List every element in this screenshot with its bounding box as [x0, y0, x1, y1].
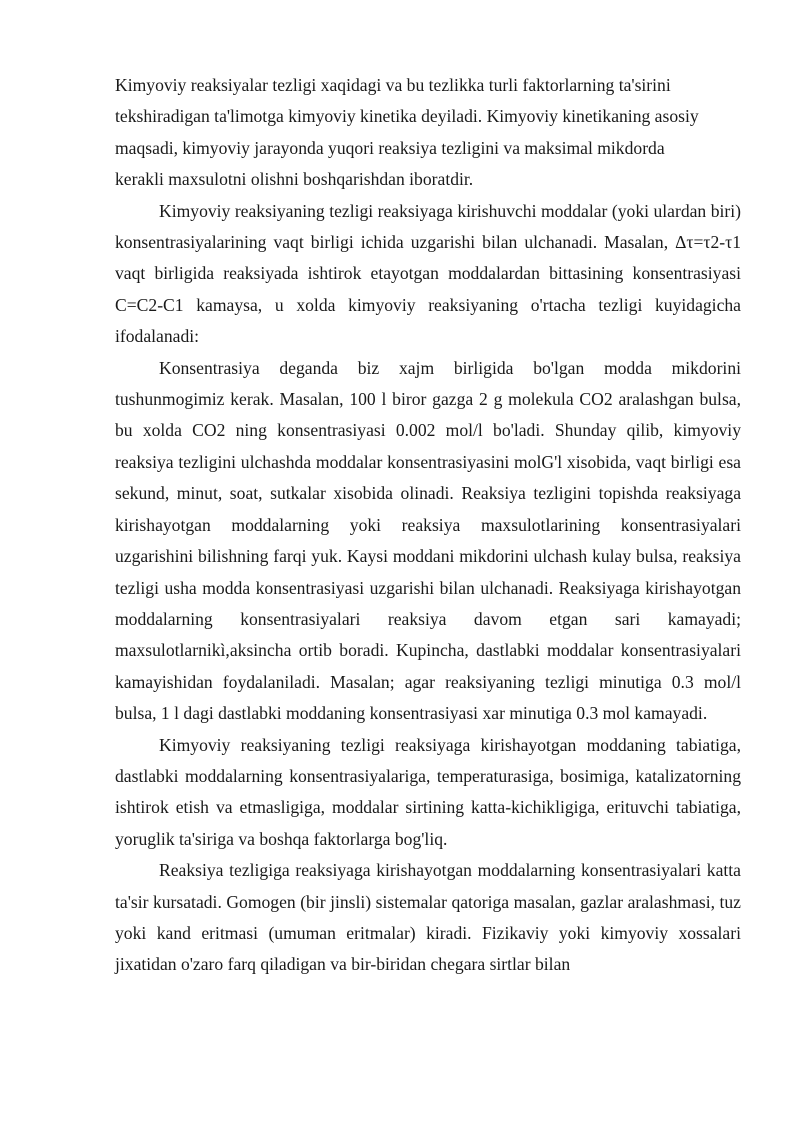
paragraph-concentration: Konsentrasiya deganda biz xajm birligida bo'lgan modda mikdorini tushunmogimiz kerak. Masalan, 100 l biror gazga 2 g molekula CO2 aralashgan bulsa, bu xolda CO2 ning konsentrasiyasi 0.002 mol/l bo'ladi. Shunday qilib, kimyoviy reaksiya tezligini ulchashda moddalar konsentrasiyasini molG'l xisobida, vaqt birligi esa sekund, minut, soat, sutkalar xisobida olinadi. Reaksiya tezligini topishda reaksiyaga kirishayotgan moddalarning yoki reaksiya maxsulotlarining konsentrasiyalari uzgarishini bilishning farqi yuk. Kaysi moddani mikdorini ulchash kulay bulsa, reaksiya tezligi usha modda konsentrasiyasi uzgarishi bilan ulchanadi. Reaksiyaga kirishayotgan moddalarning konsentrasiyalari reaksiya davom etgan sari kamayadi; maxsulotlarnikì,aksincha ortib boradi. Kupincha, dastlabki moddalar konsentrasiyalari kamayishidan foydalaniladi. Masalan; agar reaksiyaning tezligi minutiga 0.3 mol/l bulsa, 1 l dagi dastlabki moddaning konsentrasiyasi xar minutiga 0.3 mol kamayadi.	[115, 357, 741, 724]
document-page	[115, 70, 741, 981]
intro-line: Kimyoviy reaksiyalar tezligi xaqidagi va bu tezlikka turli faktorlarning ta'sirini	[115, 75, 671, 95]
intro-paragraph	[115, 70, 741, 196]
paragraph-rate-factors: Kimyoviy reaksiyaning tezligi reaksiyaga kirishayotgan moddaning tabiatiga, dastlabki moddalarning konsentrasiyalariga, temperaturasiga, bosimiga, katalizatorning ishtirok etish va etmasligiga, moddalar sirtining katta-kichikligiga, erituvchi tabiatiga, yoruglik ta'siriga va boshqa faktorlarga bog'liq.	[115, 734, 741, 849]
intro-line: maqsadi, kimyoviy jarayonda yuqori reaksiya tezligini va maksimal mikdorda	[115, 137, 665, 158]
paragraph-reaction-rate-definition: Kimyoviy reaksiyaning tezligi reaksiyaga kirishuvchi moddalar (yoki ulardan biri) konsentrasiyalarining vaqt birligi ichida uzgarishi bilan ulchanadi. Masalan, Δτ=τ2-τ1 vaqt birligida reaksiyada ishtirok etayotgan moddalardan bittasining konsentrasiyasi C=C2-C1 kamaysa, u xolda kimyoviy reaksiyaning o'rtacha tezligi kuyidagicha ifodalanadi:	[115, 200, 741, 347]
intro-line: tekshiradigan ta'limotga kimyoviy kinetika deyiladi. Kimyoviy kinetikaning asosiy	[115, 106, 699, 127]
intro-line: kerakli maxsulotni olishni boshqarishdan iboratdir.	[115, 169, 474, 190]
paragraph-homogeneous-systems: Reaksiya tezligiga reaksiyaga kirishayotgan moddalarning konsentrasiyalari katta ta'sir kursatadi. Gomogen (bir jinsli) sistemalar qatoriga masalan, gazlar aralashmasi, tuz yoki kand eritmasi (umuman eritmalar) kiradi. Fizikaviy yoki kimyoviy xossalari jixatidan o'zaro farq qiladigan va bir-biridan chegara sirtlar bilan	[115, 860, 741, 975]
